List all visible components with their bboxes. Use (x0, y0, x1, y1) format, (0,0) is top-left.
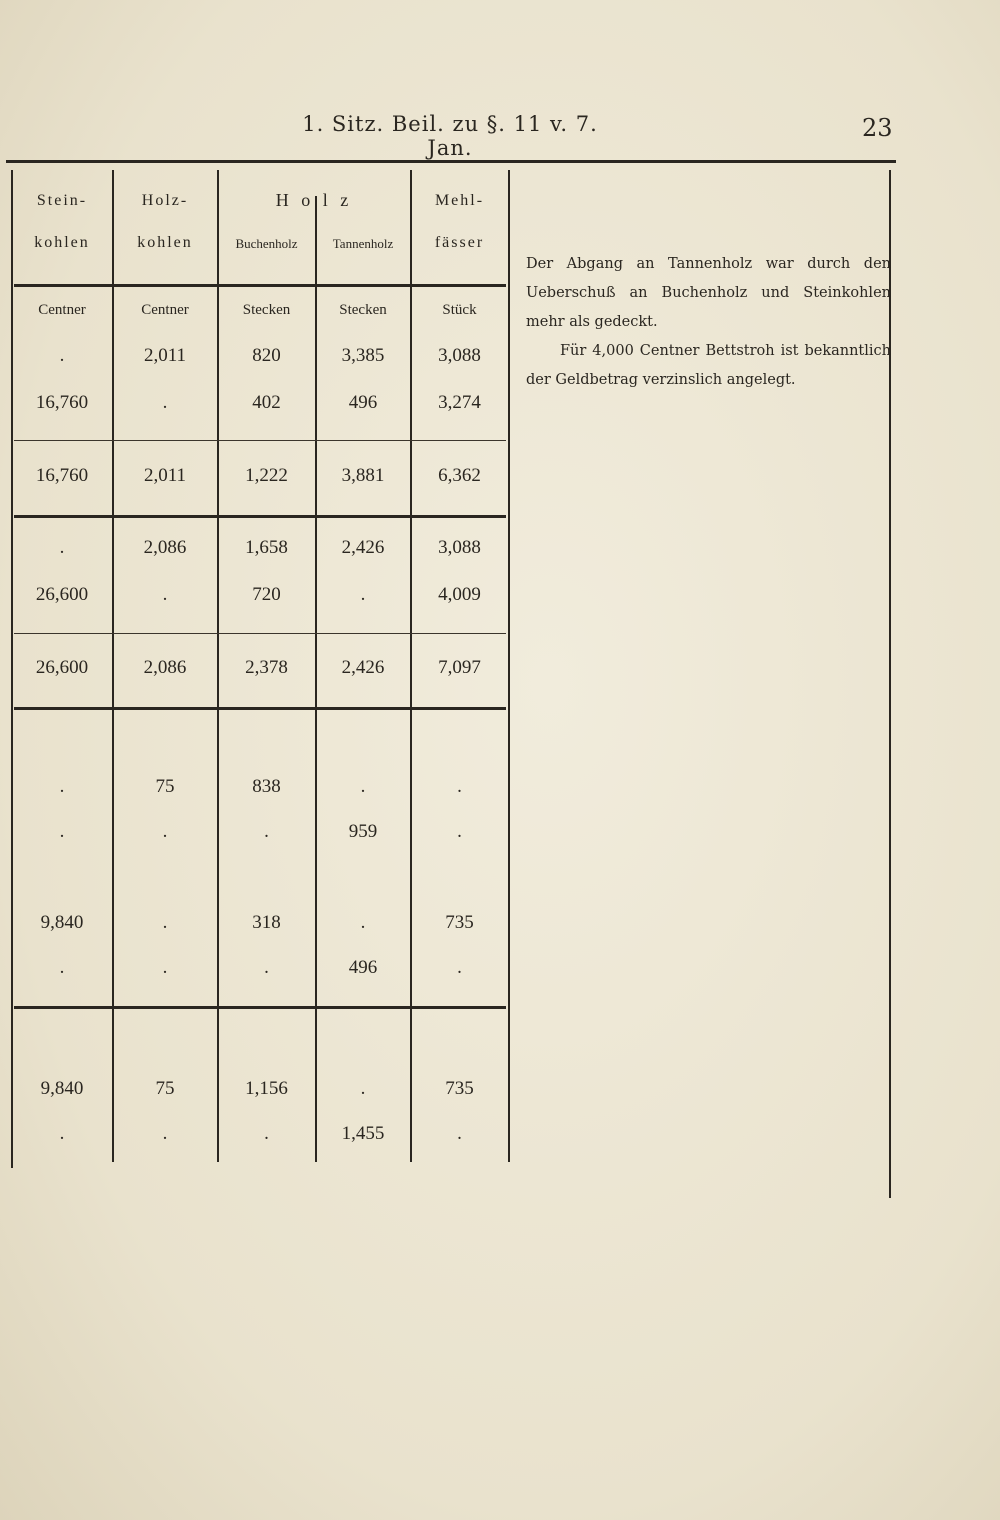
subtotal-rule (14, 440, 506, 441)
cell-mehlfaesser: 7,097 (438, 657, 481, 678)
cell-holzkohlen: . (162, 1123, 168, 1144)
cell-mehlfaesser: 6,362 (438, 465, 481, 486)
header-underline (14, 284, 506, 287)
cell-mehlfaesser: 3,088 (438, 345, 481, 366)
cell-tannenholz: . (360, 776, 366, 797)
cell-steinkohlen: . (59, 821, 65, 842)
page-number: 23 (862, 114, 893, 142)
cell-buchenholz: 402 (252, 392, 281, 413)
cell-steinkohlen: 26,600 (35, 657, 89, 678)
cell-tannenholz: 3,385 (341, 345, 385, 366)
section-rule (14, 1006, 506, 1009)
cell-steinkohlen: . (59, 1123, 65, 1144)
unit-label: Centner (141, 302, 189, 318)
subtotal-rule (14, 633, 506, 634)
cell-tannenholz: 496 (348, 957, 378, 978)
header-mehlfaesser-1: Mehl- (434, 192, 485, 209)
cell-buchenholz: . (264, 821, 269, 842)
cell-holzkohlen: 75 (155, 776, 175, 797)
cell-mehlfaesser: 735 (445, 912, 474, 933)
cell-steinkohlen: 9,840 (40, 912, 84, 933)
cell-buchenholz: 2,378 (245, 657, 288, 678)
cell-mehlfaesser: . (457, 957, 462, 978)
cell-holzkohlen: 75 (155, 1078, 175, 1099)
cell-tannenholz: . (360, 912, 366, 933)
cell-mehlfaesser: 4,009 (438, 584, 481, 605)
cell-holzkohlen: 2,086 (143, 657, 187, 678)
cell-tannenholz: 496 (348, 392, 378, 413)
header-rule (6, 160, 896, 163)
cell-holzkohlen: 2,011 (143, 345, 187, 366)
cell-buchenholz: 1,658 (245, 537, 288, 558)
header-title: 1. Sitz. Beil. zu §. 11 v. 7. Jan. (302, 112, 598, 160)
cell-holzkohlen: 2,011 (143, 465, 187, 486)
cell-buchenholz: . (264, 957, 269, 978)
cell-tannenholz: . (360, 1078, 366, 1099)
cell-holzkohlen: . (162, 912, 168, 933)
section-rule (14, 707, 506, 710)
cell-buchenholz: 720 (252, 584, 281, 605)
cell-buchenholz: 820 (252, 345, 281, 366)
cell-steinkohlen: . (59, 957, 65, 978)
cell-steinkohlen: . (59, 537, 65, 558)
column-divider (315, 196, 317, 1162)
column-divider (508, 170, 510, 1162)
cell-holzkohlen: 2,086 (143, 537, 187, 558)
cell-tannenholz: 2,426 (341, 537, 385, 558)
cell-holzkohlen: . (162, 957, 168, 978)
cell-mehlfaesser: 3,088 (438, 537, 481, 558)
cell-buchenholz: 318 (252, 912, 281, 933)
cell-mehlfaesser: 3,274 (438, 392, 481, 413)
page-header (0, 112, 1000, 160)
cell-buchenholz: 838 (252, 776, 281, 797)
cell-mehlfaesser: . (457, 776, 462, 797)
header-mehlfaesser-2: fässer (434, 234, 485, 251)
cell-mehlfaesser: . (457, 1123, 462, 1144)
cell-steinkohlen: 9,840 (40, 1078, 84, 1099)
cell-mehlfaesser: . (457, 821, 462, 842)
cell-holzkohlen: . (162, 392, 168, 413)
header-tannenholz: Tannenholz (332, 236, 394, 251)
cell-steinkohlen: . (59, 345, 65, 366)
header-holzkohlen-1: Holz- (141, 192, 189, 209)
cell-buchenholz: . (264, 1123, 269, 1144)
header-buchenholz: Buchenholz (235, 236, 298, 251)
cell-steinkohlen: 26,600 (35, 584, 89, 605)
cell-steinkohlen: . (59, 776, 65, 797)
header-steinkohlen-2: kohlen (34, 234, 90, 251)
cell-tannenholz: 1,455 (341, 1123, 385, 1144)
cell-steinkohlen: 16,760 (35, 392, 89, 413)
header-holzkohlen-2: kohlen (137, 234, 193, 251)
cell-mehlfaesser: 735 (445, 1078, 474, 1099)
cell-holzkohlen: . (162, 821, 168, 842)
cell-tannenholz: 3,881 (341, 465, 385, 486)
cell-tannenholz: . (360, 584, 366, 605)
remark-note (526, 250, 891, 395)
cell-holzkohlen: . (162, 584, 168, 605)
unit-label: Stück (442, 302, 477, 318)
header-steinkohlen-1: Stein- (36, 192, 88, 209)
cell-tannenholz: 959 (348, 821, 378, 842)
cell-buchenholz: 1,222 (245, 465, 288, 486)
header-holz-group: H o l z (275, 190, 353, 210)
remark-paragraph: Der Abgang an Tannenholz war durch den Ueberschuß an Buchenholz und Steinkohlen mehr als gedeckt. (526, 256, 891, 330)
unit-label: Centner (38, 302, 86, 318)
unit-label: Stecken (242, 302, 291, 318)
unit-label: Stecken (339, 302, 387, 318)
remark-paragraph: Für 4,000 Centner Bettstroh ist bekanntlich der Geldbetrag verzinslich angelegt. (526, 343, 891, 388)
section-rule (14, 515, 506, 518)
cell-buchenholz: 1,156 (245, 1078, 288, 1099)
cell-tannenholz: 2,426 (341, 657, 385, 678)
cell-steinkohlen: 16,760 (35, 465, 89, 486)
